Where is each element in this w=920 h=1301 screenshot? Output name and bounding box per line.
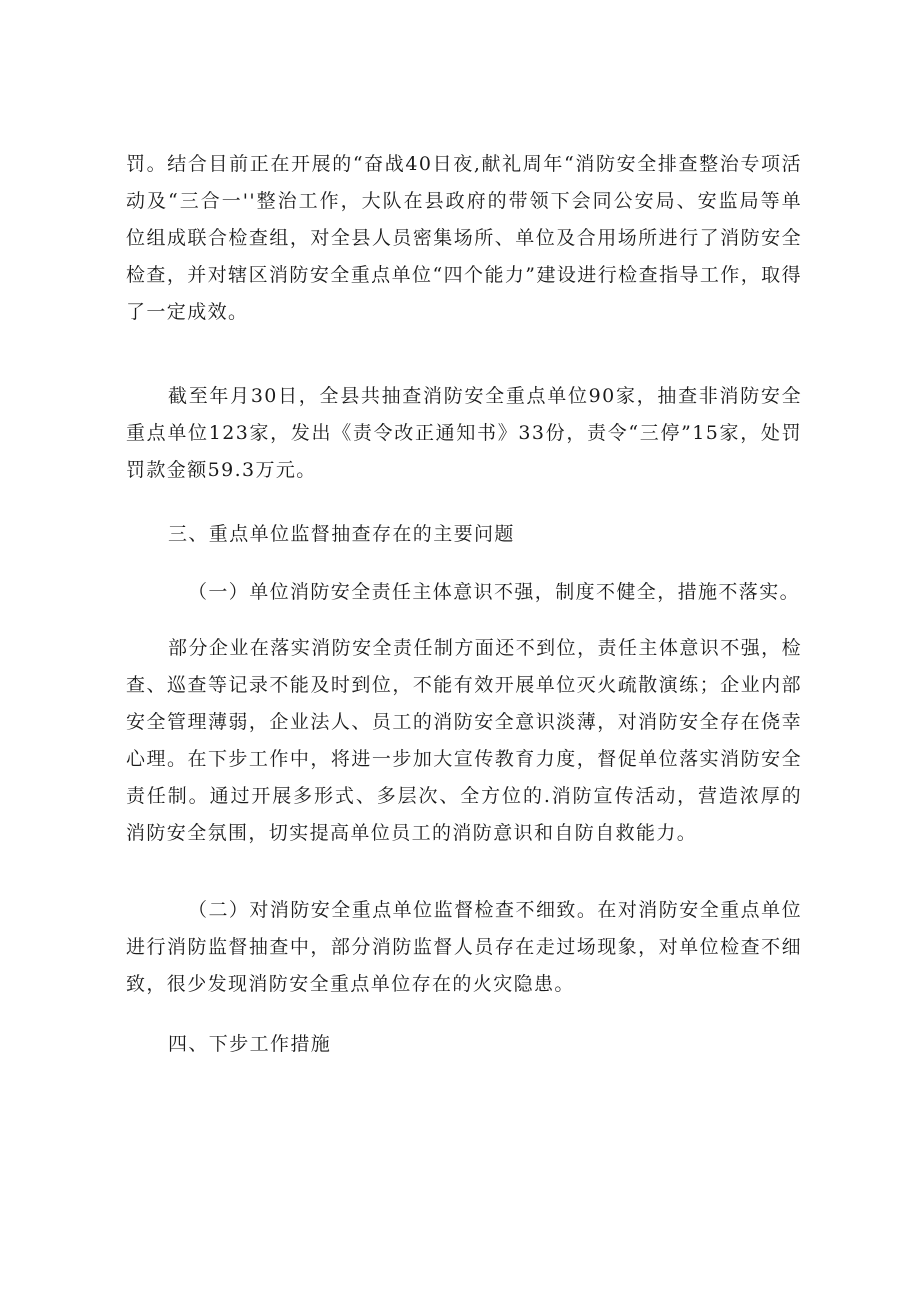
paragraph-enterprise-responsibility: 部分企业在落实消防安全责任制方面还不到位，责任主体意识不强，检查、巡查等记录不能及时到位，不能有效开展单位灭火疏散演练；企业内部安全管理薄弱，企业法人、员工的消防安全意识淡薄，对消防安全存在侥幸心理。在下步工作中，将进一步加大宣传教育力度，督促单位落实消防安全责任制。通过开展多形式、多层次、全方位的.消防宣传活动，营造浓厚的消防安全氛围，切实提高单位员工的消防意识和自防自救能力。	[126, 637, 802, 844]
subheading-responsibility-awareness: （一）单位消防安全责任主体意识不强，制度不健全，措施不落实。	[188, 581, 801, 603]
section-heading-main-problems: 三、重点单位监督抽查存在的主要问题	[168, 523, 515, 545]
section-heading-next-steps: 四、下步工作措施	[168, 1033, 332, 1055]
paragraph-supervision-not-detailed: （二）对消防安全重点单位监督检查不细致。在对消防安全重点单位进行消防监督抽查中，部分消防监督人员存在走过场现象，对单位检查不细致，很少发现消防安全重点单位存在的火灾隐患。	[126, 899, 802, 995]
paragraph-inspection-activities: 罚。结合目前正在开展的“奋战40日夜,献礼周年“消防安全排查整治专项活动及“三合一''整治工作，大队在县政府的带领下会同公安局、安监局等单位组成联合检查组，对全县人员密集场所、单位及合用场所进行了消防安全检查，并对辖区消防安全重点单位“四个能力”建设进行检查指导工作，取得了一定成效。	[126, 153, 802, 323]
paragraph-inspection-statistics: 截至年月30日，全县共抽查消防安全重点单位90家，抽查非消防安全重点单位123家，发出《责令改正通知书》33份，责令“三停”15家，处罚罚款金额59.3万元。	[126, 385, 802, 481]
